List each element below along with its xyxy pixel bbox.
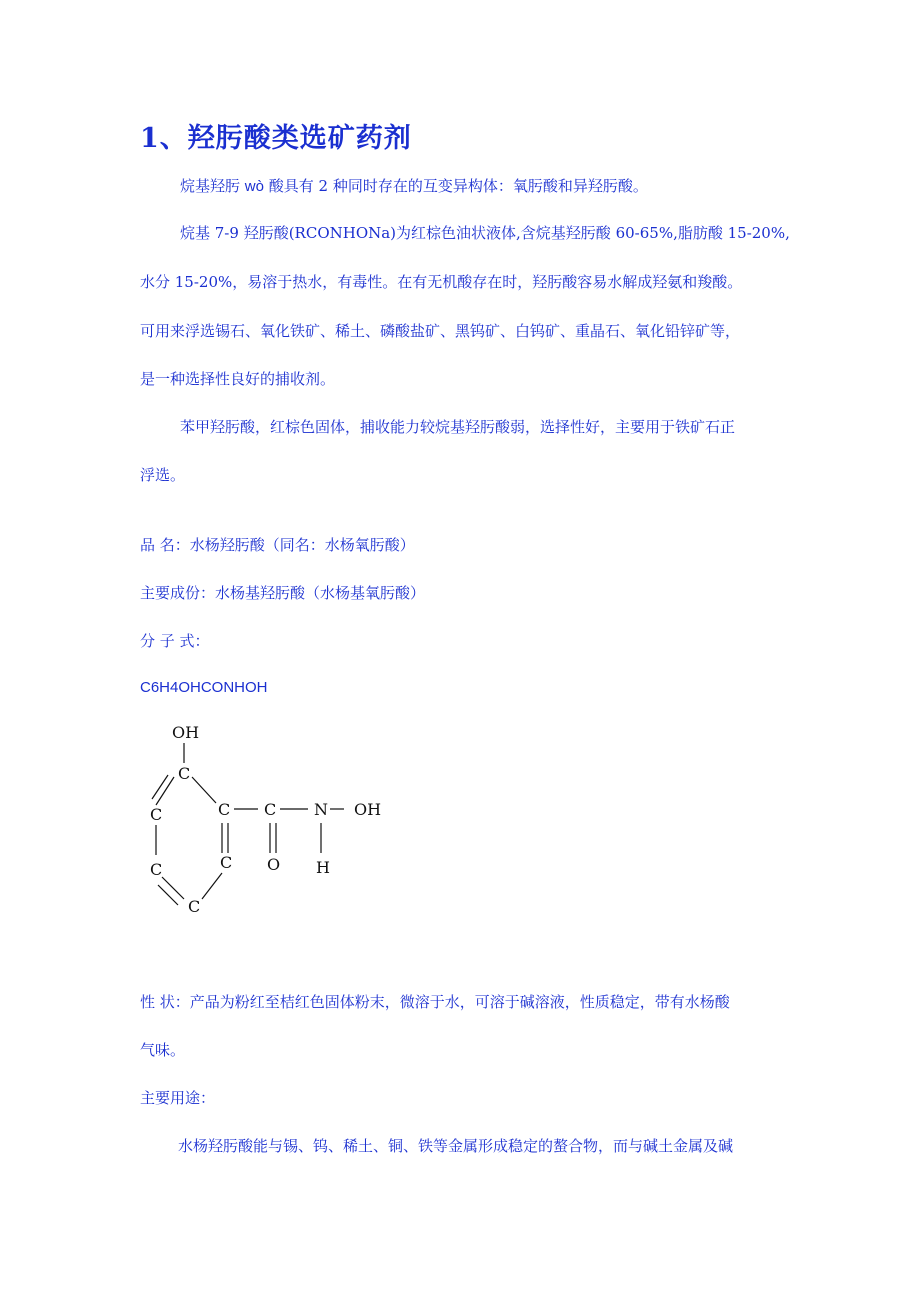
product-name: 品 名：水杨羟肟酸（同名：水杨氧肟酸） xyxy=(140,536,415,554)
atom-hydroxyl-top: OH xyxy=(172,723,200,742)
atom-carbon: C xyxy=(218,800,231,819)
pinyin-annotation: wò xyxy=(244,178,264,195)
main-component: 主要成份：水杨基羟肟酸（水杨基氧肟酸） xyxy=(140,584,426,602)
atom-carbon: C xyxy=(150,860,163,879)
paragraph-line: 浮选。 xyxy=(140,466,186,484)
bond xyxy=(162,877,184,899)
paragraph-line: 水分 15-20%，易溶于热水，有毒性。在有无机酸存在时，羟肟酸容易水解成羟氨和羧酸。 xyxy=(140,273,743,291)
structural-formula-diagram xyxy=(130,715,410,920)
paragraph-line: 苯甲羟肟酸，红棕色固体，捕收能力较烷基羟肟酸弱，选择性好，主要用于铁矿石正 xyxy=(180,418,736,436)
uses-paragraph: 水杨羟肟酸能与锡、钨、稀土、铜、铁等金属形成稳定的螯合物，而与碱土金属及碱 xyxy=(178,1137,734,1155)
section-heading: 1、羟肟酸类选矿药剂 xyxy=(140,123,412,154)
properties-line: 性 状：产品为粉红至桔红色固体粉末，微溶于水，可溶于碱溶液，性质稳定，带有水杨酸 xyxy=(140,993,730,1011)
bond xyxy=(152,775,168,799)
atom-carbon: C xyxy=(220,853,233,872)
formula-label: 分 子 式： xyxy=(140,632,210,650)
atom-carbon: C xyxy=(178,764,191,783)
atom-nitrogen: N xyxy=(314,800,328,819)
atom-hydroxyl-right: OH xyxy=(354,800,382,819)
intro-text-start: 烷基羟肟 xyxy=(180,177,241,195)
molecular-formula: C6H4OHCONHOH xyxy=(140,679,268,696)
paragraph-line: 可用来浮选锡石、氧化铁矿、稀土、磷酸盐矿、黑钨矿、白钨矿、重晶石、氧化铅锌矿等， xyxy=(140,322,741,340)
bond xyxy=(158,885,178,905)
atom-carbon: C xyxy=(188,897,201,916)
properties-line: 气味。 xyxy=(140,1041,186,1059)
uses-label: 主要用途： xyxy=(140,1089,216,1107)
atom-hydrogen: H xyxy=(316,858,330,877)
atom-oxygen: O xyxy=(267,855,281,874)
intro-paragraph xyxy=(180,176,648,197)
bond xyxy=(156,777,174,805)
bond xyxy=(192,777,216,803)
bond xyxy=(202,873,222,899)
paragraph-line: 烷基 7-9 羟肟酸(RCONHONa)为红棕色油状液体,含烷基羟肟酸 60-65%,脂肪酸 15-20%, xyxy=(180,224,790,242)
atom-carbon: C xyxy=(264,800,277,819)
atom-carbon: C xyxy=(150,805,163,824)
intro-text-end: 酸具有 2 种同时存在的互变异构体：氧肟酸和异羟肟酸。 xyxy=(268,177,648,195)
paragraph-line: 是一种选择性良好的捕收剂。 xyxy=(140,370,336,388)
